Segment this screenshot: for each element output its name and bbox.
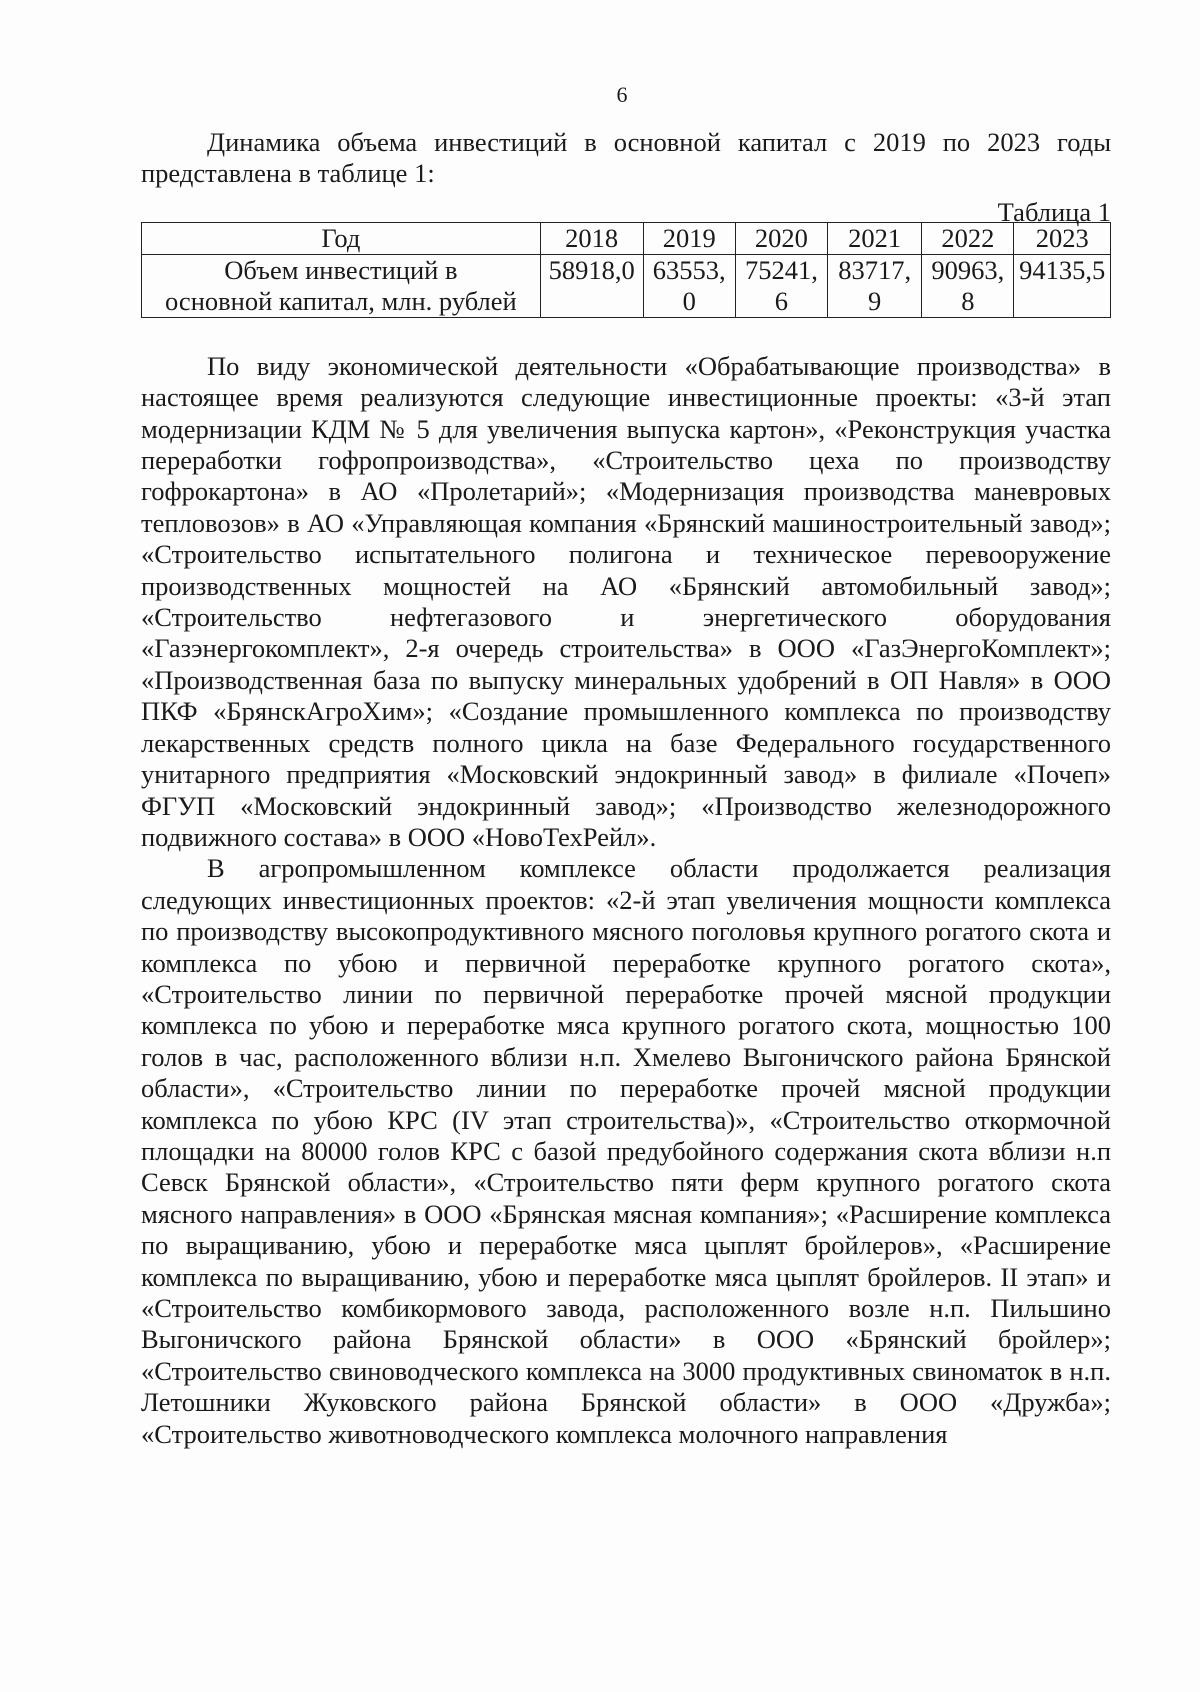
intro-paragraph: Динамика объема инвестиций в основной капитал с 2019 по 2023 годы представлена в таблице 1: [141,127,1111,189]
value-cell: 75241, 6 [735,254,827,317]
value-cell: 83717, 9 [827,254,921,317]
header-year-cell: 2022 [922,222,1014,254]
manufacturing-projects-paragraph: По виду экономической деятельности «Обрабатывающие производства» в настоящее время реализуются следующие инвестиционные проекты: «3-й этап модернизации КДМ № 5 для увеличения выпуска картон», «Реконструкция участка переработки гофропроизводства», «Строительство цеха по производству гофрокартона» в АО «Пролетарий»; «Модернизация производства маневровых тепловозов» в АО «Управляющая компания «Брянский машиностроительный завод»; «Строительство испытательного полигона и техническое перевооружение производственных мощностей на АО «Брянский автомобильный завод»; «Строительство нефтегазового и энергетического оборудования «Газэнергокомплект», 2-я очередь строительства» в ООО «ГазЭнергоКомплект»; «Производственная база по выпуску минеральных удобрений в ОП Навля» в ООО ПКФ «БрянскАгроХим»; «Создание промышленного комплекса по производству лекарственных средств полного цикла на базе Федерального государственного унитарного предприятия «Московский эндокринный завод» в филиале «Почеп» ФГУП «Московский эндокринный завод»; «Производство железнодорожного подвижного состава» в ООО «НовоТехРейл». [141,350,1111,852]
document-body [141,127,1111,1450]
table-caption: Таблица 1 [997,196,1111,227]
header-year-cell: 2020 [735,222,827,254]
table-data-row [142,254,1111,317]
header-year-cell: 2021 [827,222,921,254]
value-cell: 63553, 0 [643,254,735,317]
value-cell: 94135,5 [1014,254,1111,317]
value-cell: 90963, 8 [922,254,1014,317]
table-header-row [142,222,1111,254]
row-label-cell: Объем инвестиций в основной капитал, млн. рублей [142,254,541,317]
header-year-cell: 2018 [540,222,643,254]
page-number: 6 [616,82,628,107]
header-year-cell: 2019 [643,222,735,254]
value-cell: 58918,0 [540,254,643,317]
header-label-cell: Год [142,222,541,254]
investment-table [141,222,1111,318]
header-year-cell: 2023 [1014,222,1111,254]
agro-projects-paragraph: В агропромышленном комплексе области продолжается реализация следующих инвестиционных проектов: «2-й этап увеличения мощности комплекса по производству высокопродуктивного мясного поголовья крупного рогатого скота и комплекса по убою и первичной переработке крупного рогатого скота», «Строительство линии по первичной переработке прочей мясной продукции комплекса по убою и переработке мяса крупного рогатого скота, мощностью 100 голов в час, расположенного вблизи н.п. Хмелево Выгоничского района Брянской области», «Строительство линии по переработке прочей мясной продукции комплекса по убою КРС (IV этап строительства)», «Строительство откормочной площадки на 80000 голов КРС с базой предубойного содержания скота вблизи н.п Севск Брянской области», «Строительство пяти ферм крупного рогатого скота мясного направления» в ООО «Брянская мясная компания»; «Расширение комплекса по выращиванию, убою и переработке мяса цыплят бройлеров», «Расширение комплекса по выращиванию, убою и переработке мяса цыплят бройлеров. II этап» и «Строительство комбикормового завода, расположенного возле н.п. Пильшино Выгоничского района Брянской области» в ООО «Брянский бройлер»; «Строительство свиноводческого комплекса на 3000 продуктивных свиноматок в н.п. Летошники Жуковского района Брянской области» в ООО «Дружба»; «Строительство животноводческого комплекса молочного направления [141,853,1111,1449]
